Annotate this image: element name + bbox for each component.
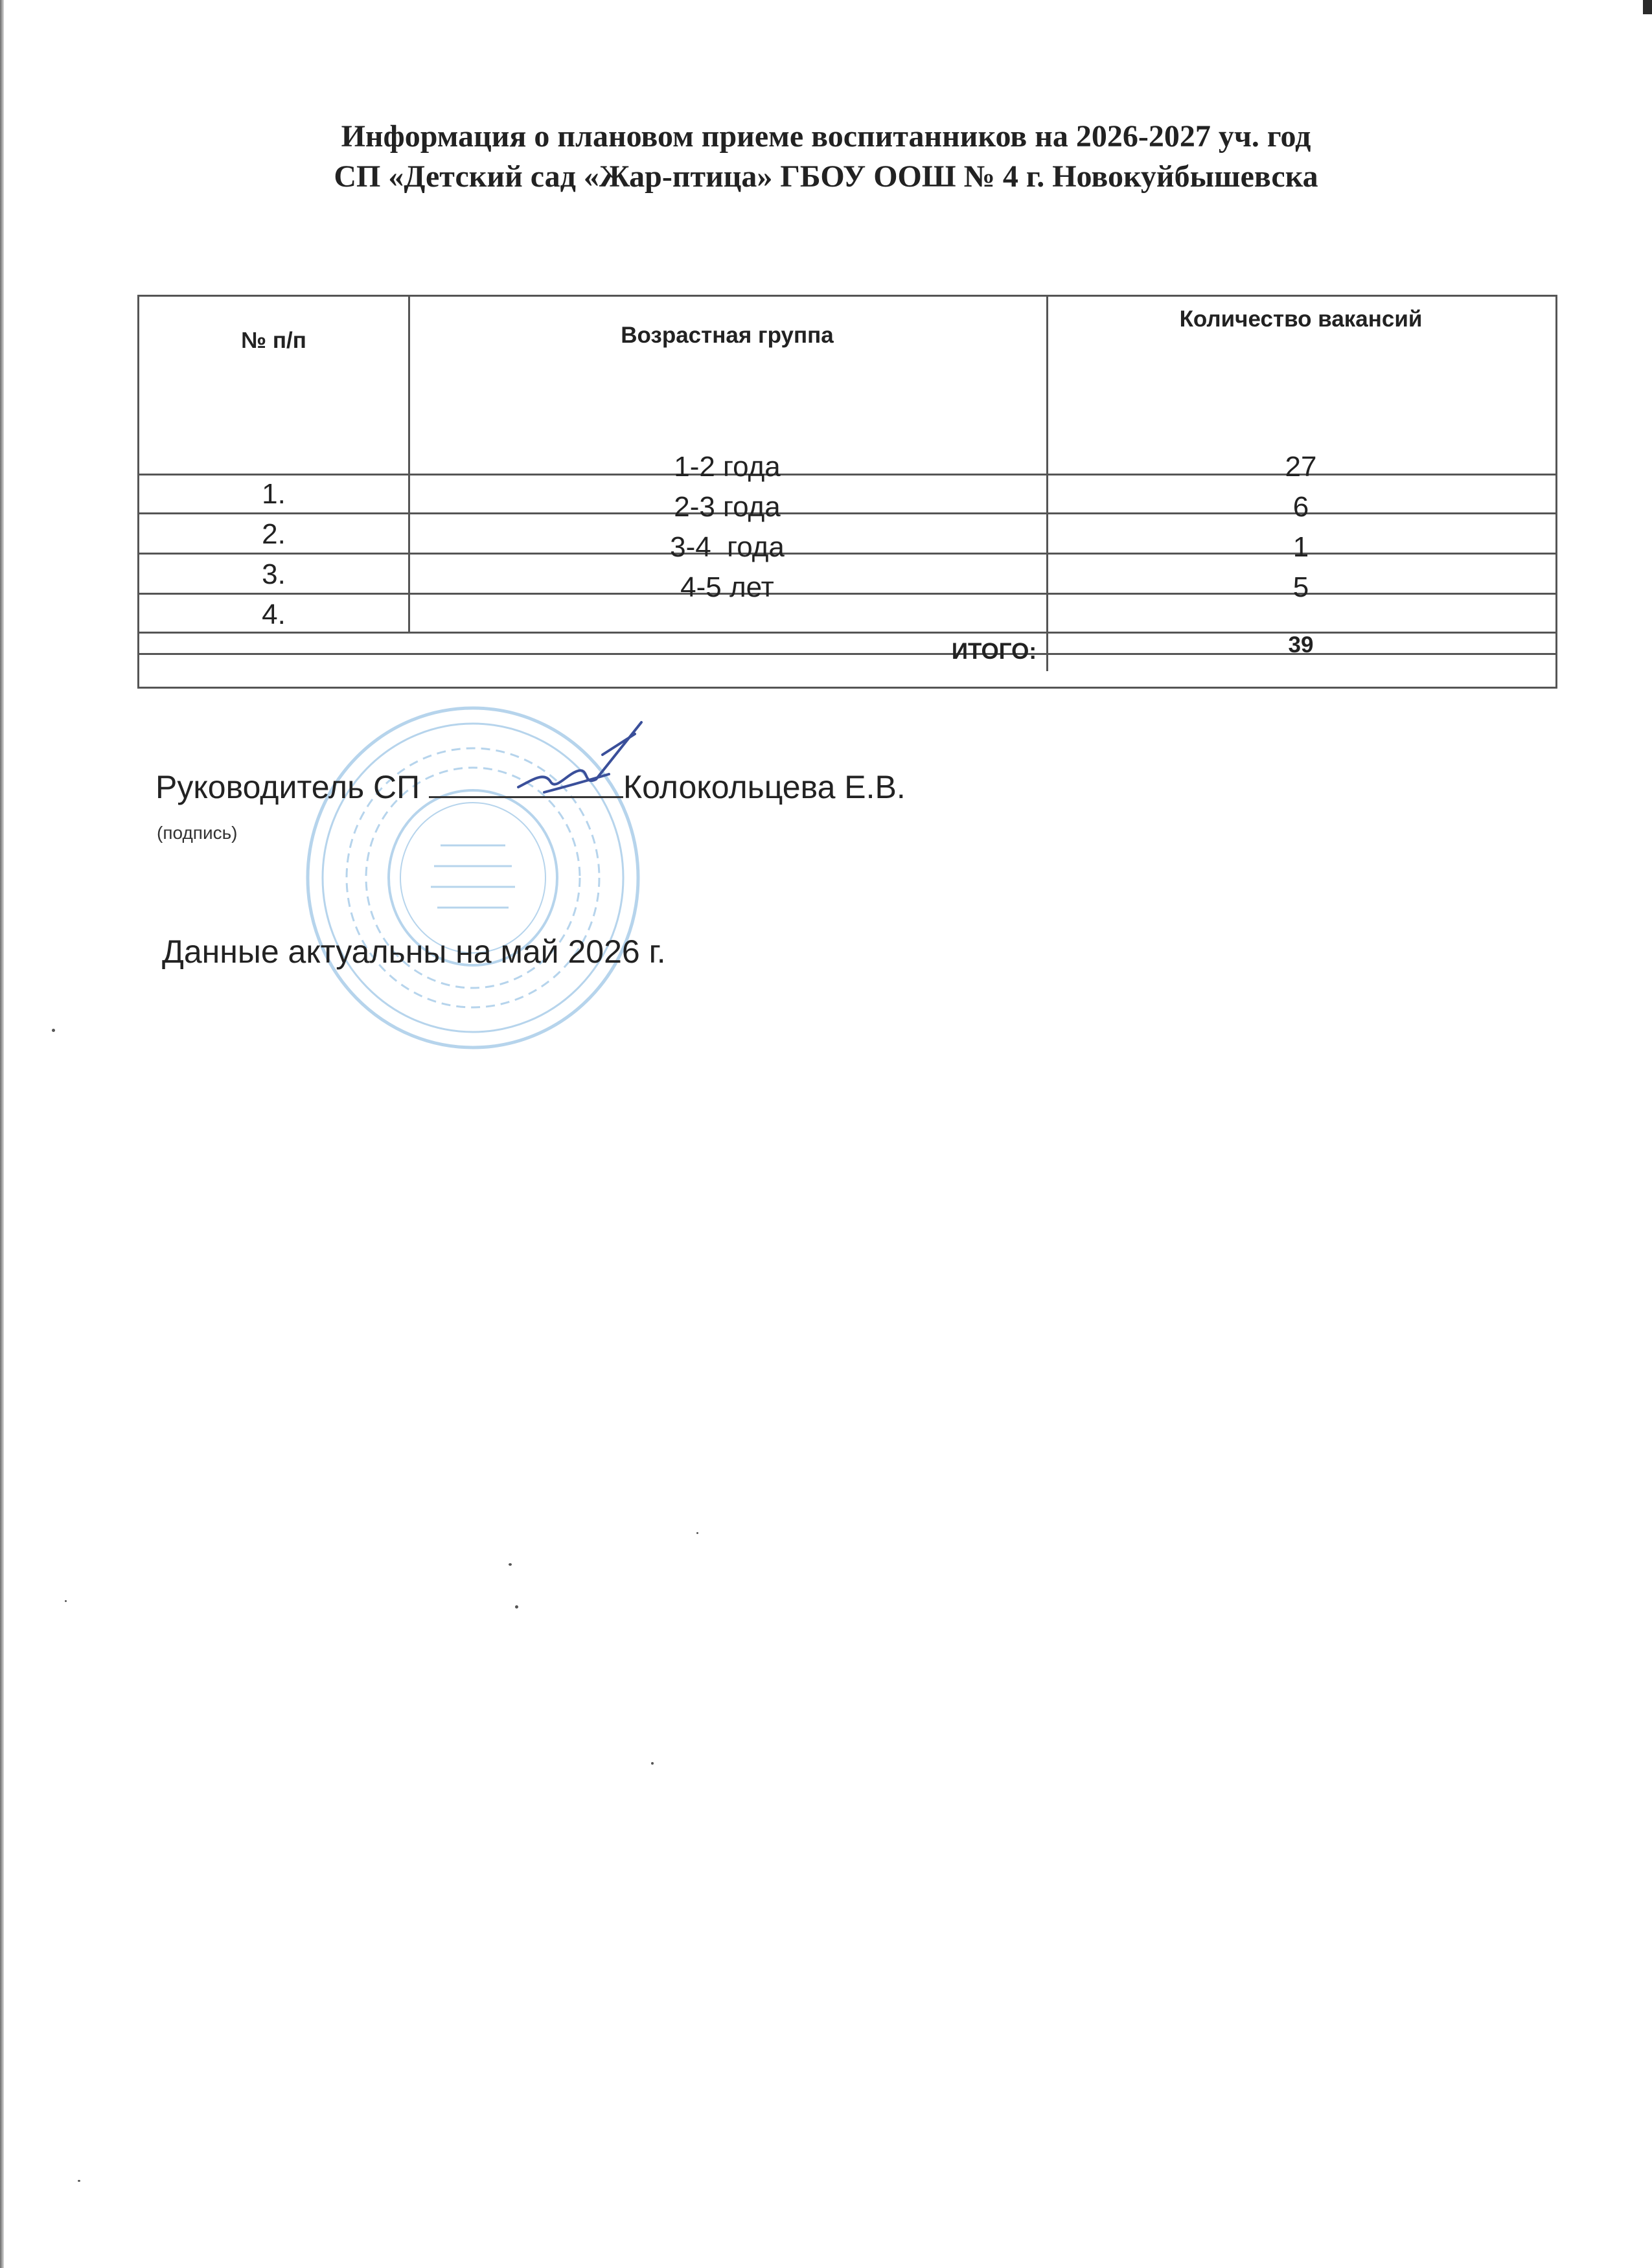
row-3-age-group: 3-4 года: [670, 531, 785, 563]
title-line-1: Информация о плановом приеме воспитанников на 2026-2027 уч. год: [341, 119, 1311, 154]
row-2-vacancies: 6: [1292, 491, 1309, 523]
signer-role: Руководитель СП: [155, 769, 420, 805]
header-vacancies: Количество вакансий: [1179, 306, 1423, 332]
scan-speck: [52, 1029, 55, 1032]
scan-speck: [78, 2180, 80, 2182]
scan-corner-mark: [1643, 0, 1652, 14]
header-number: № п/п: [241, 328, 306, 353]
row-1-age-group: 1-2 года: [674, 451, 781, 483]
signer-name: Колокольцева Е.В.: [623, 769, 906, 805]
document-title: [0, 117, 1652, 197]
header-age-group: Возрастная группа: [621, 323, 834, 348]
row-4-age-group: 4-5 лет: [680, 571, 774, 603]
row-2-age-group: 2-3 года: [674, 491, 781, 523]
signature-line: [155, 768, 906, 806]
total-value: 39: [1288, 632, 1314, 658]
signature-underline: [429, 768, 623, 798]
scan-speck: [509, 1563, 512, 1566]
scan-speck: [65, 1600, 67, 1602]
scan-speck: [515, 1605, 518, 1609]
row-3-number: 3.: [262, 558, 286, 590]
title-line-2: СП «Детский сад «Жар-птица» ГБОУ ООШ № 4 г. Новокуйбышевска: [334, 159, 1318, 194]
row-1-vacancies: 27: [1285, 451, 1317, 483]
row-4-vacancies: 5: [1292, 571, 1309, 603]
total-label: ИТОГО:: [951, 639, 1037, 664]
row-4-number: 4.: [262, 599, 286, 630]
vacancy-table: [137, 295, 1557, 689]
column-rule: [1046, 297, 1048, 671]
actuality-note: Данные актуальны на май 2026 г.: [162, 934, 666, 970]
signature-caption: (подпись): [157, 823, 238, 843]
scan-edge: [0, 0, 4, 2268]
row-2-number: 2.: [262, 518, 286, 550]
scan-speck: [651, 1762, 654, 1765]
row-1-number: 1.: [262, 478, 286, 510]
scan-speck: [696, 1532, 698, 1534]
row-3-vacancies: 1: [1292, 531, 1309, 563]
